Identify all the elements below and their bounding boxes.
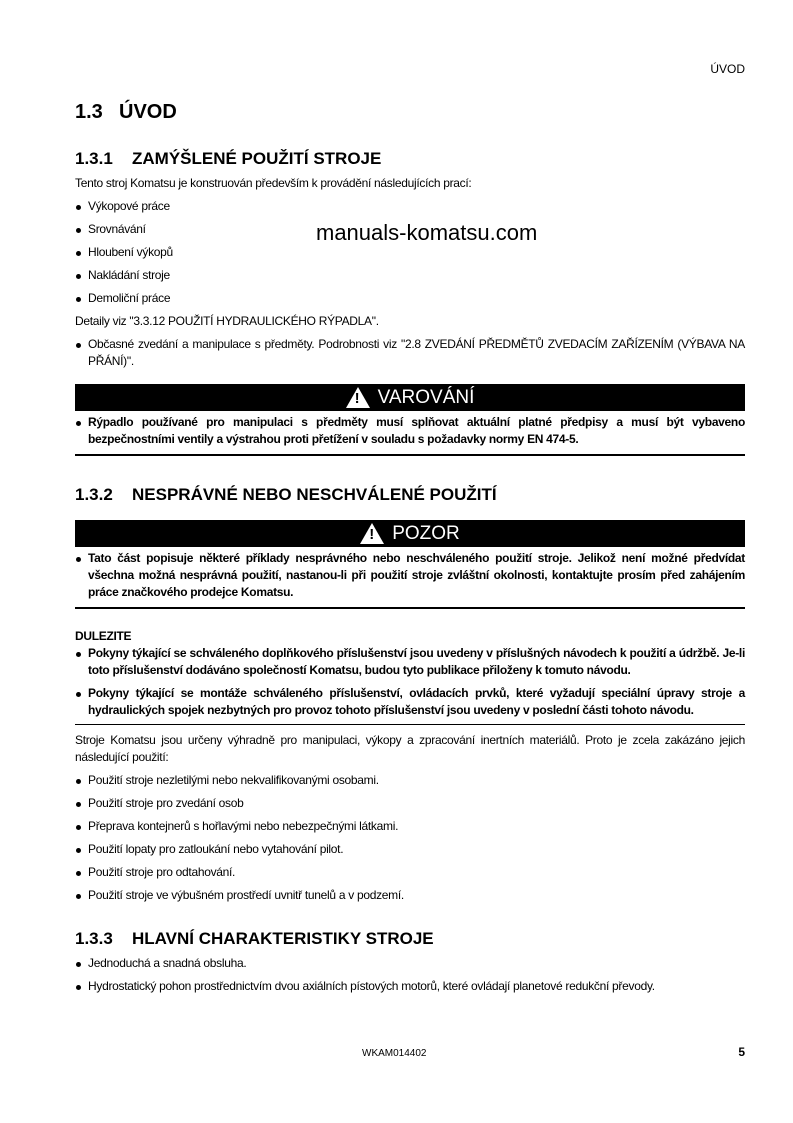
list-item: Nakládání stroje: [75, 267, 745, 284]
list-item: Použití lopaty pro zatloukání nebo vytahování pilot.: [75, 841, 745, 858]
warning-banner: [75, 384, 745, 411]
list-item: Výkopové práce: [75, 198, 745, 215]
warning-triangle-icon: [346, 387, 370, 408]
list-item: Srovnávání: [75, 221, 745, 238]
section-heading-1-3-3: [75, 928, 745, 949]
list-item: Hydrostatický pohon prostřednictvím dvou axiálních pístových motorů, které ovládají planetové redukční převody.: [75, 978, 745, 995]
list-item: Použití stroje ve výbušném prostředí uvnitř tunelů a v podzemí.: [75, 887, 745, 904]
running-header: ÚVOD: [710, 62, 745, 76]
chapter-number: 1.3: [75, 101, 103, 123]
chapter-title: [75, 100, 745, 124]
watermark: manuals-komatsu.com: [316, 220, 538, 245]
page-footer: [362, 1045, 745, 1059]
page-number: 5: [738, 1045, 745, 1059]
section-number: 1.3.1: [75, 149, 113, 168]
list-item: Použití stroje pro zvedání osob: [75, 795, 745, 812]
list-item: Jednoduchá a snadná obsluha.: [75, 955, 745, 972]
warning-text: Rýpadlo používané pro manipulaci s předměty musí splňovat aktuální platné předpisy a musí být vybaveno bezpečnostními ventily a výstrahou proti přetížení v souladu s požadavky normy EN 474-5.: [75, 414, 745, 448]
section-title: ZAMÝŠLENÉ POUŽITÍ STROJE: [132, 149, 382, 168]
notice-label: DULEZITE: [75, 629, 132, 643]
section-title: HLAVNÍ CHARAKTERISTIKY STROJE: [132, 929, 434, 948]
warning-label: VAROVÁNÍ: [377, 386, 475, 408]
notice-item: Pokyny týkající se montáže schváleného příslušenství, ovládacích prvků, které vyžadují speciální úpravy stroje a hydraulických spojek nezbytných pro provoz tohoto příslušenství jsou uvedeny v poslední části tohoto návodu.: [75, 685, 745, 719]
document-code: WKAM014402: [362, 1048, 427, 1059]
list-item: Demoliční práce: [75, 290, 745, 307]
list-item: Hloubení výkopů: [75, 244, 745, 261]
caution-banner: [75, 520, 745, 547]
list-item: Použití stroje nezletilými nebo nekvalifikovanými osobami.: [75, 772, 745, 789]
section-heading-1-3-1: [75, 148, 745, 169]
prohibited-intro: Stroje Komatsu jsou určeny výhradně pro manipulaci, výkopy a zpracování inertních materiálů. Proto je zcela zakázáno jejich následující použití:: [75, 733, 745, 764]
caution-label: POZOR: [392, 522, 460, 544]
chapter-title-text: ÚVOD: [119, 101, 177, 123]
section-title: NESPRÁVNÉ NEBO NESCHVÁLENÉ POUŽITÍ: [132, 485, 497, 504]
list-item: Použití stroje pro odtahování.: [75, 864, 745, 881]
list-item: Přeprava kontejnerů s hořlavými nebo nebezpečnými látkami.: [75, 818, 745, 835]
details-reference: Detaily viz "3.3.12 POUŽITÍ HYDRAULICKÉHO RÝPADLA".: [75, 314, 379, 328]
section-number: 1.3.3: [75, 929, 113, 948]
list-item: Občasné zvedání a manipulace s předměty. Podrobnosti viz "2.8 ZVEDÁNÍ PŘEDMĚTŮ ZVEDACÍM ZAŘÍZENÍM (VÝBAVA NA PŘÁNÍ)".: [75, 336, 745, 370]
divider: [75, 724, 745, 725]
section-number: 1.3.2: [75, 485, 113, 504]
caution-text: Tato část popisuje některé příklady nesprávného nebo neschváleného použití stroje. Jelikož není možné předvídat všechna možná nesprávná použití, nastanou-li při použití stroje zvláštní okolnosti, kontaktujte prosím před zahájením práce značkového prodejce Komatsu.: [75, 550, 745, 601]
section-heading-1-3-2: [75, 484, 745, 505]
notice-item: Pokyny týkající se schváleného doplňkového příslušenství jsou uvedeny v příslušných návodech k použití a údržbě. Je-li toto příslušenství dodáváno společností Komatsu, budou tyto publikace přiloženy k tomuto návodu.: [75, 645, 745, 679]
divider: [75, 607, 745, 609]
divider: [75, 454, 745, 456]
page-content: [75, 0, 745, 1015]
warning-triangle-icon: [360, 523, 384, 544]
intro-paragraph: Tento stroj Komatsu je konstruován především k provádění následujících prací:: [75, 176, 472, 190]
